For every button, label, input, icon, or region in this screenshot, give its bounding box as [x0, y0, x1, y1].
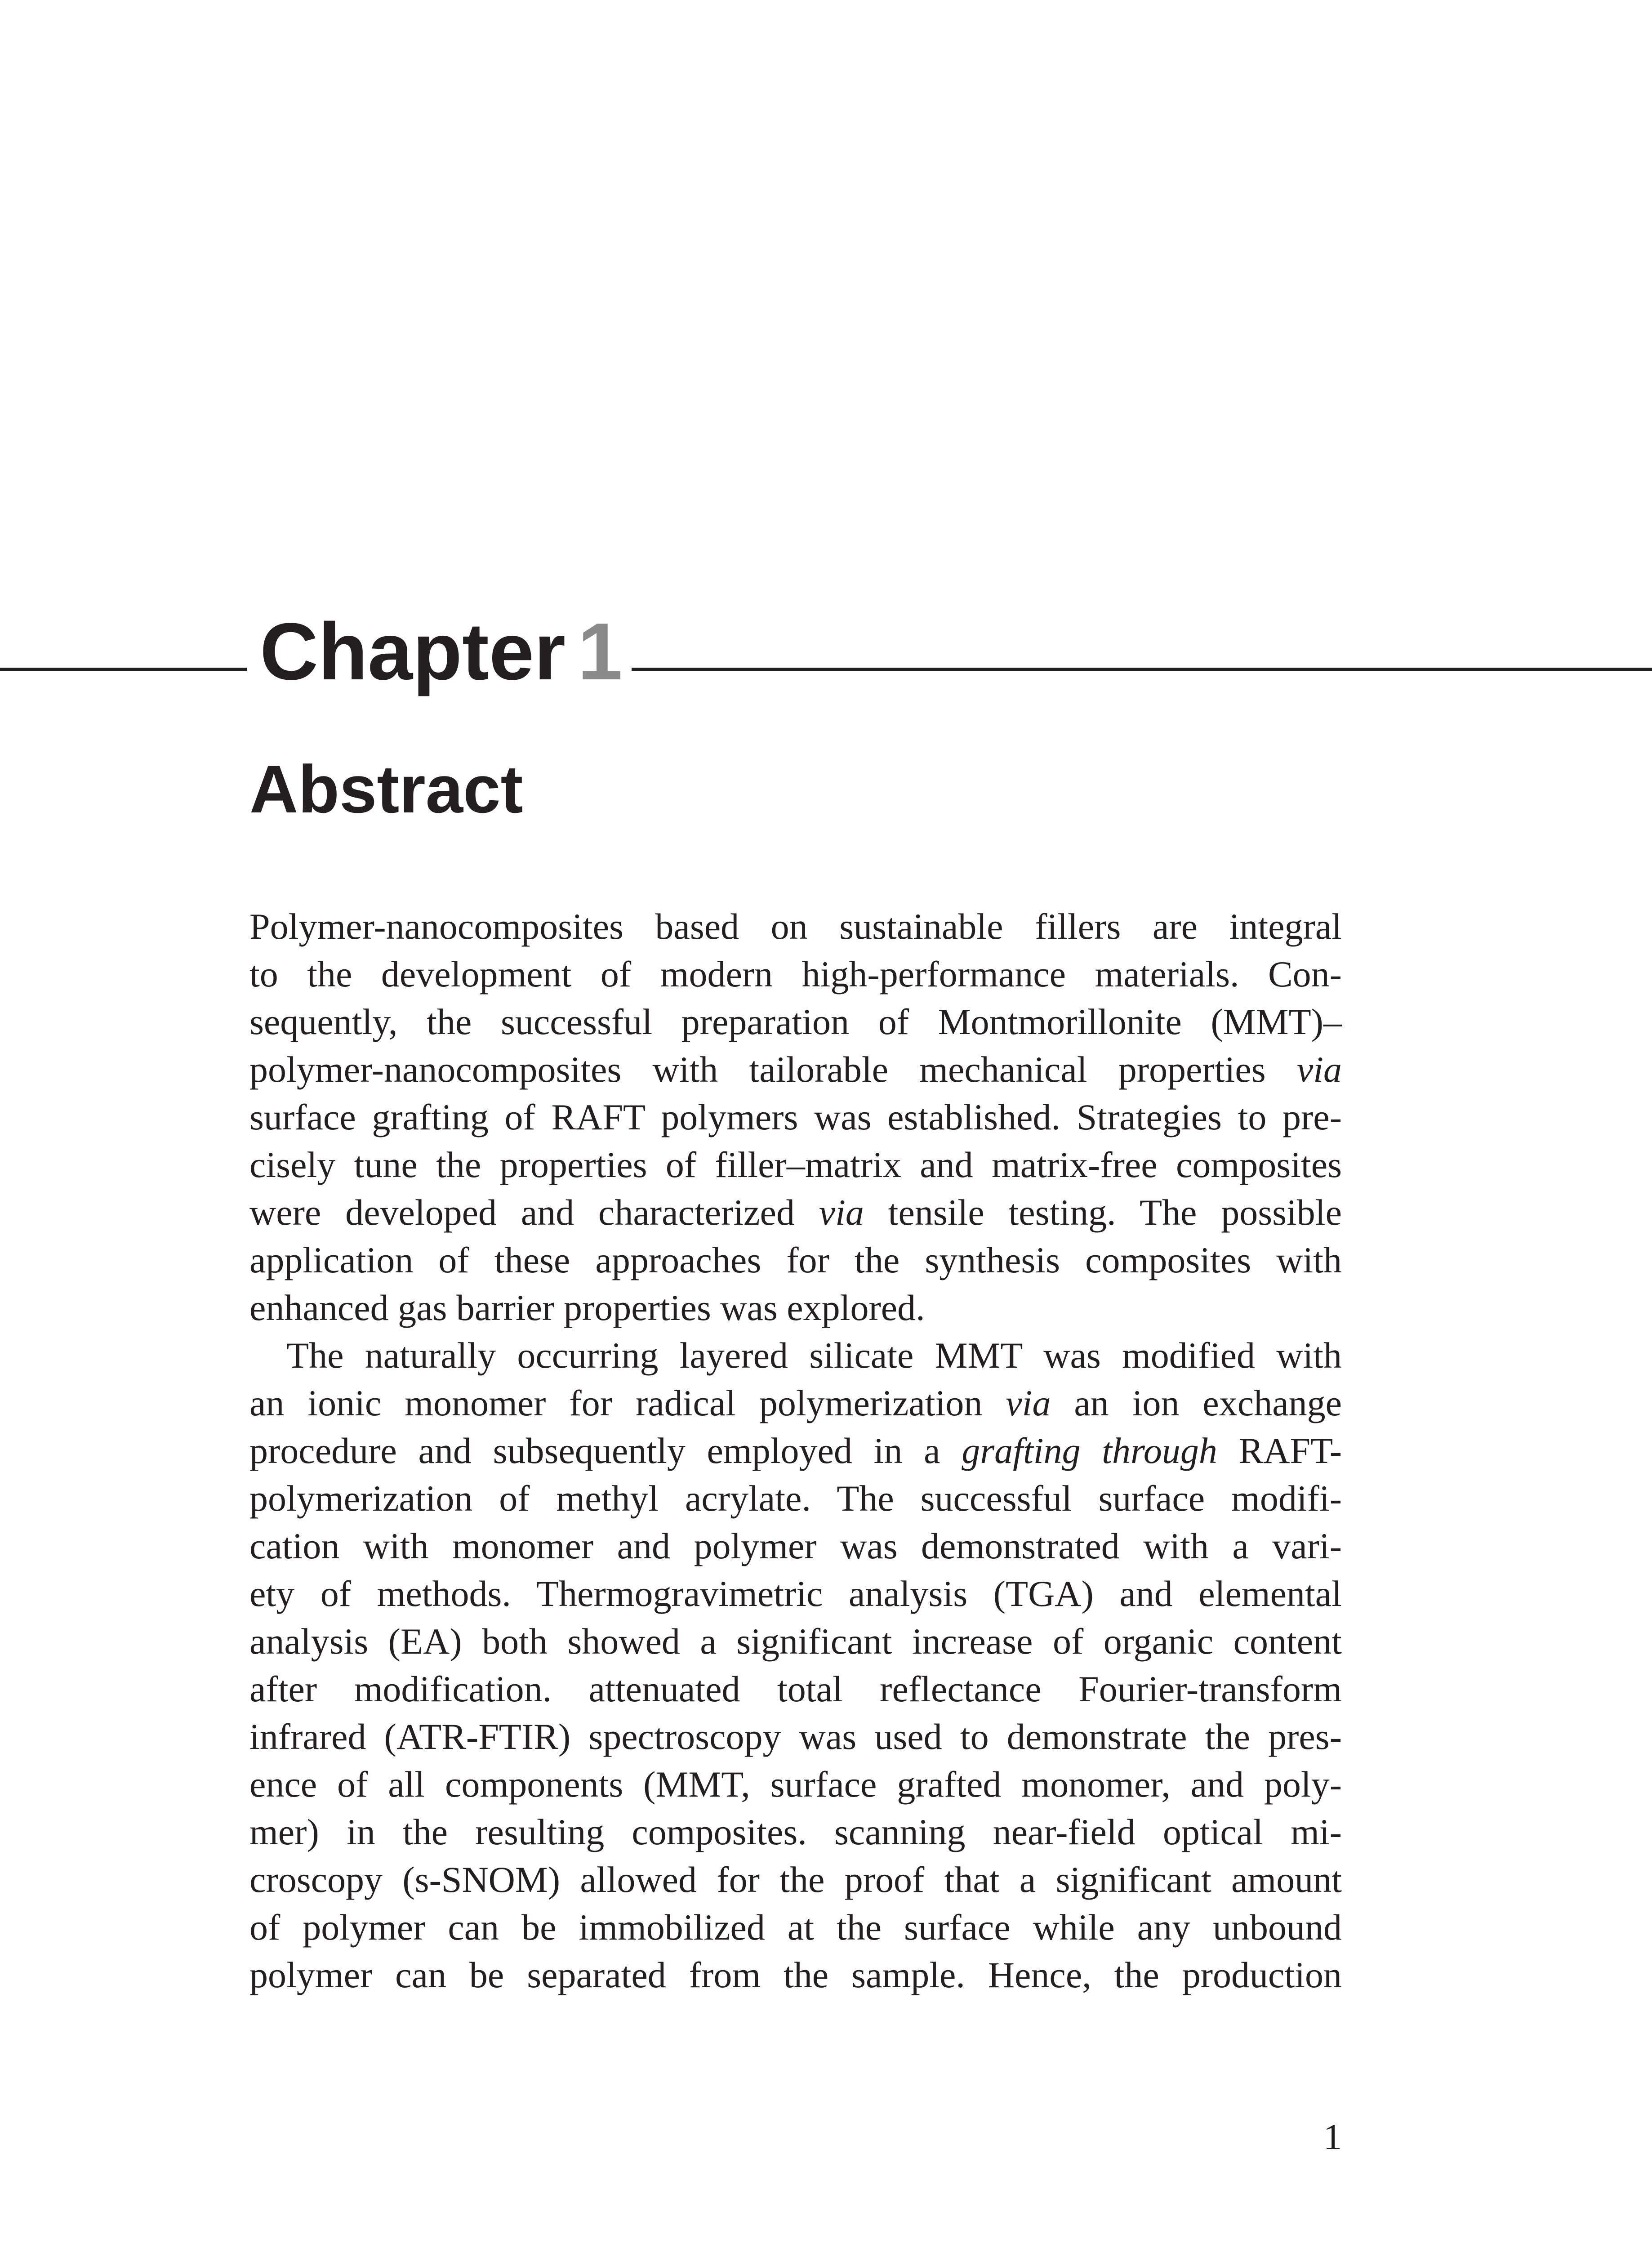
body-line: to the development of modern high-performance materials. Con- — [249, 954, 1342, 995]
body-line: polymer can be separated from the sample. Hence, the production — [249, 1954, 1342, 1995]
emphasis-text: via — [1006, 1383, 1051, 1423]
section-title: Abstract — [249, 751, 523, 827]
body-line: procedure and subsequently employed in a grafting through RAFT- — [249, 1430, 1342, 1471]
body-line: enhanced gas barrier properties was explored. — [249, 1287, 925, 1328]
body-line: an ionic monomer for radical polymerization via an ion exchange — [249, 1383, 1342, 1423]
body-line: after modification. attenuated total reflectance Fourier-transform — [249, 1668, 1342, 1709]
body-line: analysis (EA) both showed a significant increase of organic content — [249, 1621, 1342, 1662]
page-number: 1 — [1323, 2116, 1342, 2157]
abstract-body — [249, 903, 1342, 1999]
body-line: ety of methods. Thermogravimetric analysis (TGA) and elemental — [249, 1573, 1342, 1614]
body-line: ence of all components (MMT, surface grafted monomer, and poly- — [249, 1764, 1342, 1805]
body-line: croscopy (s-SNOM) allowed for the proof that a significant amount — [249, 1859, 1342, 1900]
chapter-label: Chapter — [260, 607, 566, 697]
emphasis-text: via — [819, 1192, 864, 1233]
body-line: mer) in the resulting composites. scanning near-field optical mi- — [249, 1811, 1342, 1852]
body-line: polymer-nanocomposites with tailorable mechanical properties via — [249, 1049, 1342, 1090]
body-line: The naturally occurring layered silicate MMT was modified with — [286, 1335, 1342, 1376]
chapter-rule-left — [0, 668, 247, 671]
body-line: were developed and characterized via tensile testing. The possible — [249, 1192, 1342, 1233]
body-line: sequently, the successful preparation of Montmorillonite (MMT)– — [249, 1001, 1342, 1042]
chapter-heading — [0, 598, 1652, 697]
body-line: surface grafting of RAFT polymers was established. Strategies to pre- — [249, 1097, 1342, 1137]
chapter-rule-right — [632, 668, 1652, 671]
body-line: Polymer-nanocomposites based on sustainable fillers are integral — [249, 906, 1342, 947]
body-line: application of these approaches for the synthesis composites with — [249, 1240, 1342, 1280]
body-line: polymerization of methyl acrylate. The successful surface modifi- — [249, 1478, 1342, 1519]
chapter-number: 1 — [578, 607, 623, 697]
body-line: cation with monomer and polymer was demonstrated with a vari- — [249, 1525, 1342, 1566]
body-line: cisely tune the properties of filler–matrix and matrix-free composites — [249, 1144, 1342, 1185]
emphasis-text: grafting through — [962, 1430, 1217, 1471]
emphasis-text: via — [1296, 1049, 1342, 1090]
body-line: infrared (ATR-FTIR) spectroscopy was used to demonstrate the pres- — [249, 1716, 1342, 1757]
body-line: of polymer can be immobilized at the surface while any unbound — [249, 1907, 1342, 1948]
